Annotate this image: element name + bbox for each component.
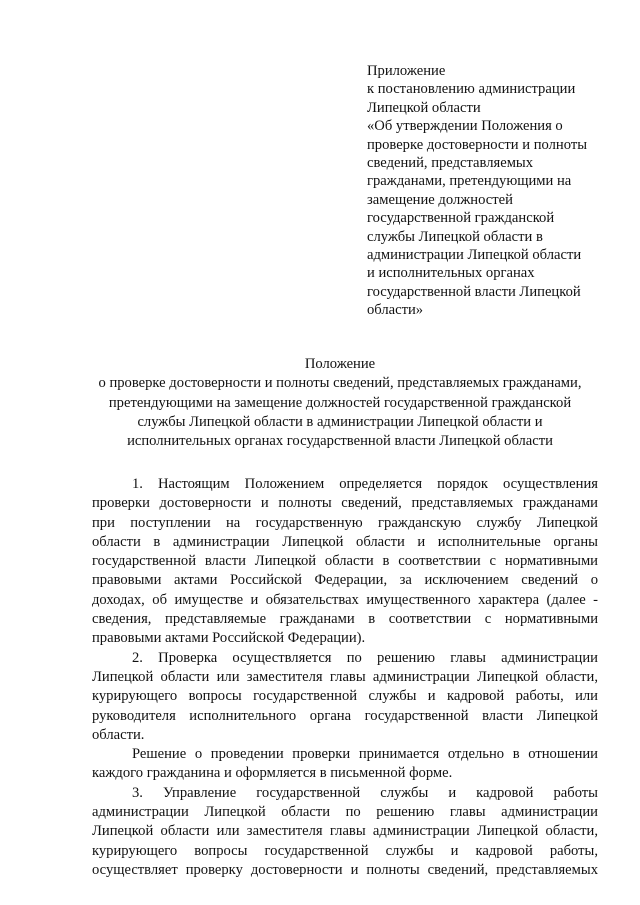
- appendix-line: Приложение: [367, 63, 446, 79]
- paragraph-2b-line: каждого гражданина и оформляется в письменной форме.: [92, 765, 453, 782]
- appendix-line: государственной власти Липецкой: [367, 283, 581, 300]
- paragraph-1-line: сведения, представляемые гражданами в соответствии с нормативными: [92, 611, 598, 628]
- paragraph-2-line: Липецкой области или заместителя главы администрации Липецкой области,: [92, 668, 598, 685]
- paragraph-1-line: правовыми актами Российской Федерации).: [92, 630, 366, 647]
- paragraph-3-line: осуществляет проверку достоверности и полноты сведений, представляемых: [92, 861, 598, 878]
- paragraph-2-line: курирующего вопросы государственной службы и кадровой работы, или: [92, 688, 598, 705]
- paragraph-2-line: руководителя исполнительного органа государственной власти Липецкой: [92, 707, 598, 724]
- paragraph-2-line: 2. Проверка осуществляется по решению главы администрации: [132, 649, 598, 666]
- title-subtitle-line: службы Липецкой области в администрации Липецкой области и: [137, 413, 543, 430]
- title-subtitle-line: о проверке достоверности и полноты сведений, представляемых гражданами,: [98, 375, 582, 392]
- appendix-line: замещение должностей: [367, 191, 513, 208]
- appendix-line: «Об утверждении Положения о: [367, 118, 563, 135]
- appendix-line: гражданами, претендующими на: [367, 173, 572, 190]
- title-subtitle-line: исполнительных органах государственной власти Липецкой области: [127, 433, 553, 450]
- paragraph-3-line: курирующего вопросы государственной службы и кадровой работы,: [92, 842, 598, 859]
- appendix-line: к постановлению администрации: [367, 81, 576, 98]
- paragraph-1-line: области в администрации Липецкой области и исполнительные органы: [92, 533, 598, 550]
- paragraph-1-line: правовыми актами Российской Федерации, за исключением сведений о: [92, 572, 598, 589]
- paragraph-1-line: при поступлении на государственную гражданскую службу Липецкой: [92, 514, 598, 531]
- appendix-line: службы Липецкой области в: [367, 228, 543, 245]
- paragraph-1-line: 1. Настоящим Положением определяется порядок осуществления: [132, 476, 598, 492]
- document-title: [70, 355, 610, 451]
- appendix-line: администрации Липецкой области: [367, 247, 582, 264]
- appendix-line: государственной гражданской: [367, 210, 555, 227]
- paragraph-2-line: области.: [92, 726, 145, 743]
- appendix-header: [367, 62, 607, 320]
- appendix-line: сведений, представляемых: [367, 155, 534, 172]
- paragraph-3-line: Липецкой области или заместителя главы администрации Липецкой области,: [92, 823, 598, 840]
- paragraph-1-line: проверки достоверности и полноты сведений, представляемых гражданами: [92, 495, 598, 512]
- appendix-line: Липецкой области: [367, 99, 481, 116]
- paragraph-2b-line: Решение о проведении проверки принимается отдельно в отношении: [132, 746, 598, 763]
- title-subtitle-line: претендующими на замещение должностей государственной гражданской: [108, 394, 572, 411]
- appendix-line: области»: [367, 302, 424, 319]
- paragraph-3-line: 3. Управление государственной службы и кадровой работы: [132, 784, 598, 801]
- paragraph-1-line: доходах, об имуществе и обязательствах имущественного характера (далее -: [92, 591, 598, 608]
- paragraph-1-line: государственной власти Липецкой области в соответствии с нормативными: [92, 553, 598, 570]
- appendix-line: проверке достоверности и полноты: [367, 136, 587, 153]
- document-body: [92, 475, 598, 880]
- paragraph-3-line: администрации Липецкой области по решению главы администрации: [92, 804, 598, 821]
- appendix-line: и исполнительных органах: [367, 265, 535, 282]
- title-heading: Положение: [304, 356, 376, 372]
